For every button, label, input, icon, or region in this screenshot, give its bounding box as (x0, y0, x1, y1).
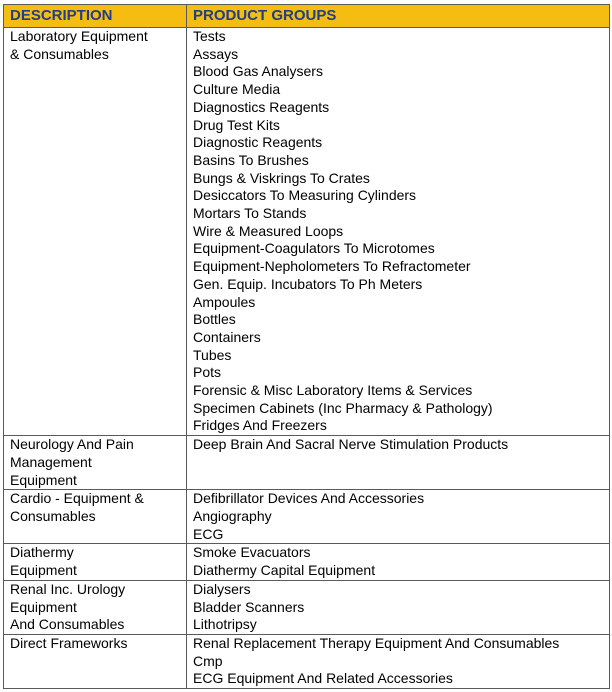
product-groups-column-header: PRODUCT GROUPS (187, 5, 610, 28)
product-group-item: Equipment-Nepholometers To Refractometer (193, 258, 471, 275)
product-group-item: Defibrillator Devices And Accessories (193, 490, 425, 507)
product-groups-cell (187, 634, 610, 688)
table-row (4, 580, 610, 634)
product-group-item: Deep Brain And Sacral Nerve Stimulation Products (193, 436, 509, 453)
product-group-item: Renal Replacement Therapy Equipment And Consumables (193, 634, 560, 651)
description-line: Direct Frameworks (10, 634, 128, 651)
description-line: Renal Inc. Urology (10, 580, 126, 597)
product-group-item: Assays (193, 45, 239, 62)
product-group-item: Drug Test Kits (193, 116, 280, 133)
product-groups-cell (187, 28, 610, 436)
description-cell (4, 544, 187, 580)
product-group-item: Bladder Scanners (193, 598, 305, 615)
table-header-row (4, 5, 610, 28)
product-group-item: Mortars To Stands (193, 205, 307, 222)
description-line: Diathermy (10, 544, 74, 561)
description-line: Equipment (10, 471, 77, 488)
table-row (4, 28, 610, 436)
description-cell (4, 436, 187, 490)
product-group-item: Ampoules (193, 293, 256, 310)
description-cell (4, 634, 187, 688)
product-group-item: Tests (193, 28, 226, 44)
product-group-item: Diagnostics Reagents (193, 98, 330, 115)
description-column-header: DESCRIPTION (4, 5, 187, 28)
product-groups-cell (187, 580, 610, 634)
description-line: Consumables (10, 507, 96, 524)
product-group-item: Basins To Brushes (193, 151, 309, 168)
product-group-item: Lithotripsy (193, 616, 257, 633)
product-group-item: Diagnostic Reagents (193, 134, 323, 151)
description-line: Cardio - Equipment & (10, 490, 144, 507)
product-group-item: Containers (193, 328, 261, 345)
description-cell (4, 28, 187, 436)
table-row (4, 490, 610, 544)
product-group-item: Forensic & Misc Laboratory Items & Services (193, 382, 473, 399)
product-group-item: Desiccators To Measuring Cylinders (193, 187, 417, 204)
description-line: & Consumables (10, 45, 109, 62)
product-group-item: Culture Media (193, 81, 281, 98)
product-group-item: Bottles (193, 311, 236, 328)
description-cell (4, 580, 187, 634)
product-group-item: ECG (193, 525, 224, 542)
product-group-item: Wire & Measured Loops (193, 222, 344, 239)
description-line: Equipment (10, 598, 77, 615)
description-line: Neurology And Pain (10, 436, 134, 453)
product-group-item: Blood Gas Analysers (193, 63, 323, 80)
product-group-item: Cmp (193, 652, 223, 669)
product-group-item: Fridges And Freezers (193, 417, 327, 434)
product-groups-cell (187, 490, 610, 544)
product-group-item: Pots (193, 364, 222, 381)
table-row (4, 634, 610, 688)
product-group-item: Diathermy Capital Equipment (193, 562, 376, 579)
product-group-item: Equipment-Coagulators To Microtomes (193, 240, 435, 257)
product-groups-table (3, 4, 610, 689)
product-group-item: Gen. Equip. Incubators To Ph Meters (193, 275, 423, 292)
description-line: Management (10, 453, 92, 470)
product-group-item: Bungs & Viskrings To Crates (193, 169, 370, 186)
product-group-item: Dialysers (193, 580, 251, 597)
description-line: Laboratory Equipment (10, 28, 148, 44)
product-group-item: Specimen Cabinets (Inc Pharmacy & Pathology) (193, 399, 493, 416)
product-group-item: ECG Equipment And Related Accessories (193, 670, 453, 687)
table-row (4, 436, 610, 490)
description-line: Equipment (10, 562, 77, 579)
product-groups-cell (187, 436, 610, 490)
product-group-item: Angiography (193, 507, 272, 524)
product-group-item: Smoke Evacuators (193, 544, 311, 561)
product-group-item: Tubes (193, 346, 232, 363)
product-groups-cell (187, 544, 610, 580)
table-body (4, 28, 610, 689)
description-line: And Consumables (10, 616, 125, 633)
table-row (4, 544, 610, 580)
description-cell (4, 490, 187, 544)
